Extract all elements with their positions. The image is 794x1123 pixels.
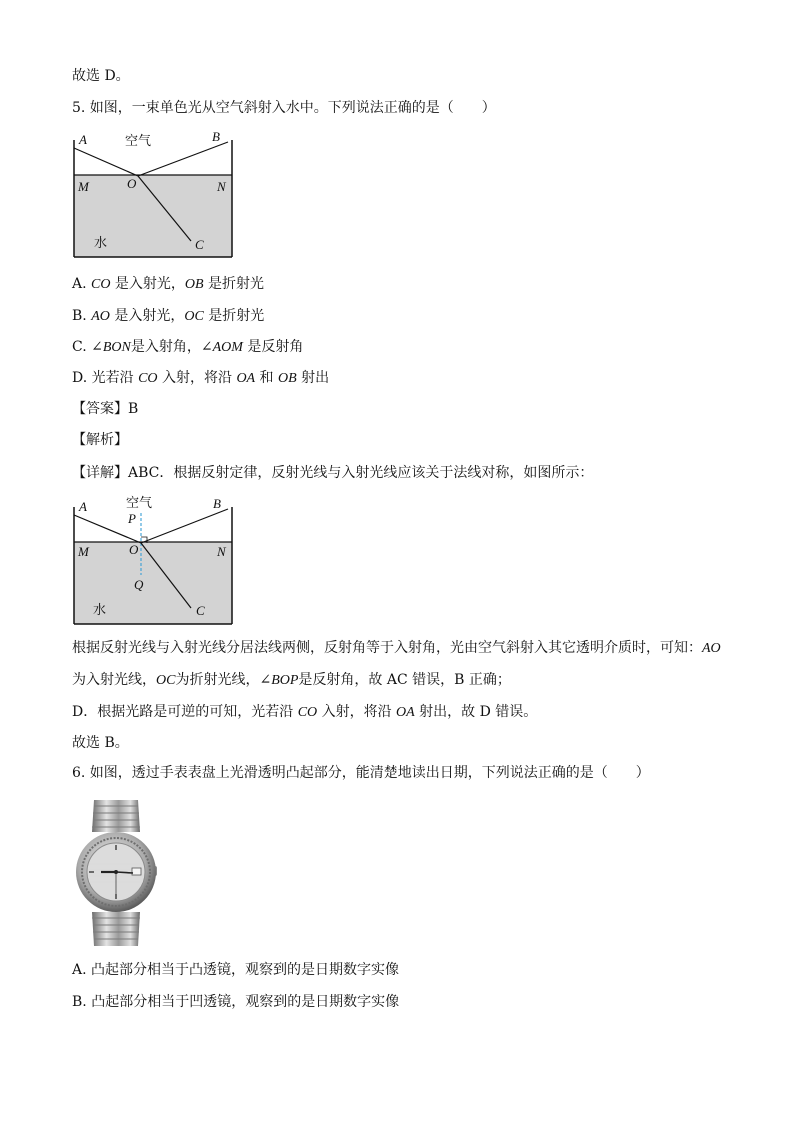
q5-analysis-heading: 【解析】 — [72, 432, 128, 448]
q5-explanation-line-3: D．根据光路是可逆的可知，光若沿 CO 入射，将沿 OA 射出，故 D 错误。 — [72, 704, 538, 720]
label-water: 水 — [94, 236, 108, 251]
label-a: A — [79, 132, 87, 147]
minute-hand — [116, 872, 133, 873]
lower-bracelet — [92, 912, 140, 946]
label-b: B — [213, 496, 221, 511]
wristwatch-image — [74, 796, 158, 948]
ray-ob — [138, 142, 228, 176]
q5-option-a[interactable]: A. CO 是入射光，OB 是折射光 — [72, 276, 265, 292]
label-b: B — [212, 129, 220, 144]
ray-ao — [74, 148, 138, 176]
q5-answer: 【答案】B — [72, 401, 139, 417]
date-window — [132, 868, 141, 875]
q5-explanation-line-2: 为入射光线，OC为折射光线，∠BOP是反射角，故 AC 错误，B 正确； — [72, 672, 511, 688]
q6-option-b[interactable]: B. 凸起部分相当于凹透镜，观察到的是日期数字实像 — [72, 994, 400, 1010]
q5-solution-figure — [70, 495, 240, 630]
label-n: N — [217, 544, 226, 559]
q5-figure — [70, 128, 240, 263]
q6-option-a[interactable]: A. 凸起部分相当于凸透镜，观察到的是日期数字实像 — [72, 962, 400, 978]
q5-explanation-line-1: 根据反射光线与入射光线分居法线两侧，反射角等于入射角，光由空气斜射入其它透明介质时，可知：AO — [72, 640, 721, 656]
label-water: 水 — [93, 603, 107, 618]
label-a: A — [79, 499, 87, 514]
ray-ob — [141, 509, 228, 543]
q5-option-c[interactable]: C. ∠BON是入射角，∠AOM 是反射角 — [72, 339, 304, 355]
label-n: N — [217, 179, 226, 194]
label-q: Q — [134, 577, 144, 592]
label-c: C — [195, 237, 204, 252]
label-p: P — [128, 511, 136, 526]
label-m: M — [78, 544, 89, 559]
q5-option-b[interactable]: B. AO 是入射光，OC 是折射光 — [72, 308, 265, 324]
label-air: 空气 — [125, 134, 152, 149]
label-m: M — [78, 179, 89, 194]
q5-option-d[interactable]: D. 光若沿 CO 入射，将沿 OA 和 OB 射出 — [72, 370, 330, 386]
q5-stem: 5. 如图，一束单色光从空气斜射入水中。下列说法正确的是（ ） — [72, 100, 496, 116]
q5-detail: 【详解】ABC．根据反射定律，反射光线与入射光线应该关于法线对称，如图所示： — [72, 465, 594, 481]
label-air: 空气 — [126, 496, 153, 511]
label-o: O — [127, 176, 137, 191]
label-c: C — [196, 603, 205, 618]
q6-stem: 6. 如图，透过手表表盘上光滑透明凸起部分，能清楚地读出日期，下列说法正确的是（ ） — [72, 765, 650, 781]
label-o: O — [129, 542, 139, 557]
previous-conclusion: 故选 D。 — [72, 68, 130, 84]
q5-conclusion: 故选 B。 — [72, 735, 129, 751]
